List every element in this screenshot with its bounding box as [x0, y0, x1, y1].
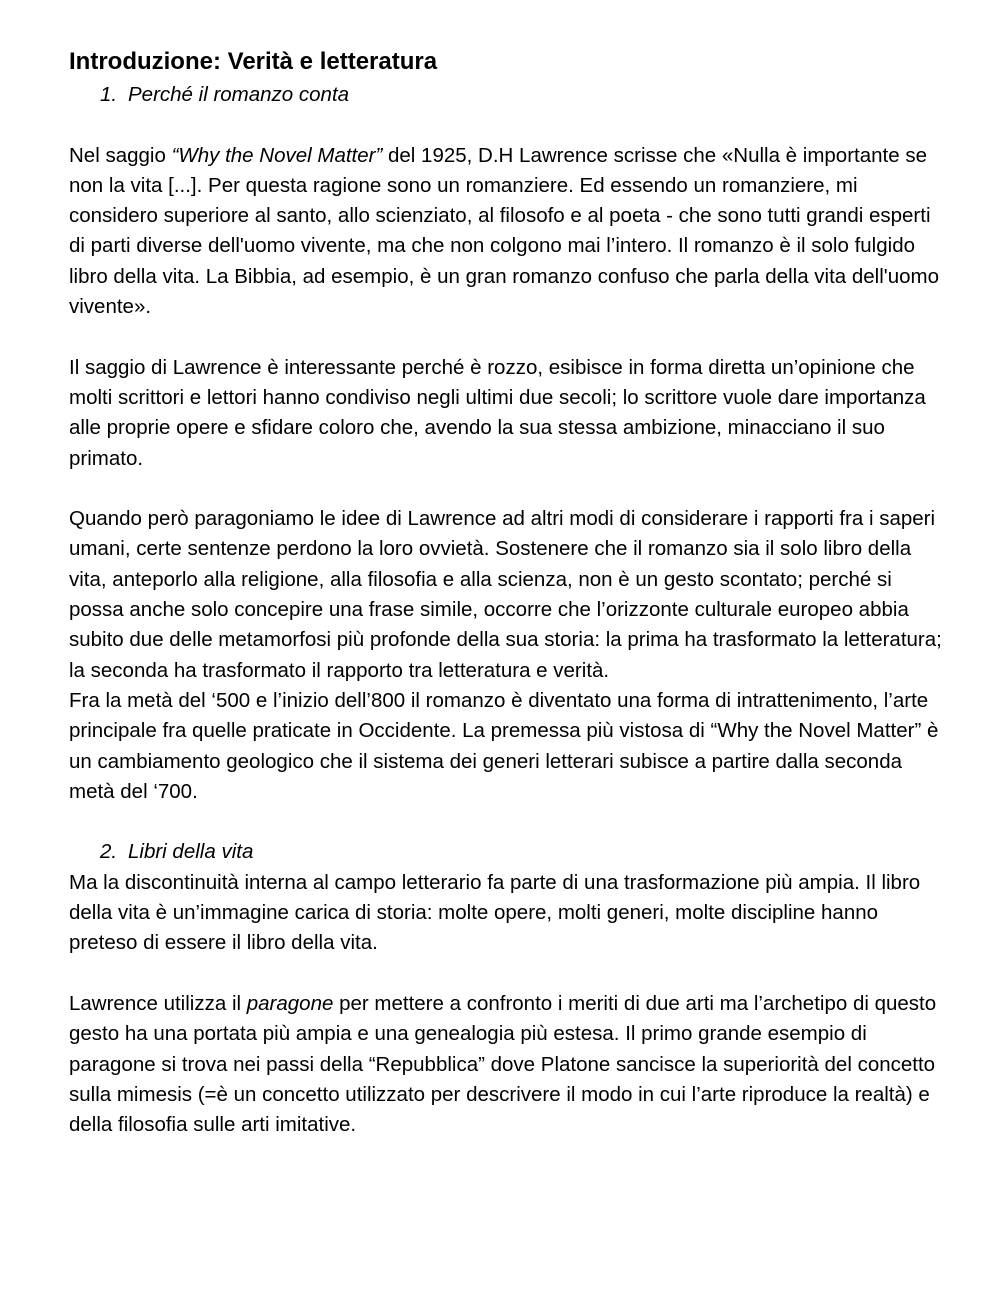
- document-title: Introduzione: Verità e letteratura: [69, 48, 438, 75]
- paragraph-gap: [69, 110, 949, 140]
- essay-title: “Why the Novel Matter”: [171, 143, 383, 167]
- paragraph-novel-history: Fra la metà del ‘500 e l’inizio dell’800 il romanzo è diventato una forma di intrattenimento, l’arte principale fra quelle praticate in Occidente. La premessa più vistosa di “Why the Novel Matter” è un cambiamento geologico che il sistema dei generi letterari subisce a partire dalla seconda metà del ‘700.: [69, 688, 939, 803]
- paragraph-gap: [69, 322, 949, 352]
- paragraph-text: Nel saggio: [69, 143, 172, 167]
- paragone-term: paragone: [246, 991, 334, 1015]
- paragraph-discontinuity: Ma la discontinuità interna al campo letterario fa parte di una trasformazione più ampia. Il libro della vita è un’immagine carica di storia: molte opere, molti generi, molte discipline hanno preteso di essere il libro della vita.: [69, 870, 921, 955]
- paragraph-paragone: [69, 989, 949, 1140]
- document-page: [69, 44, 949, 1140]
- paragraph-text: Lawrence utilizza il: [69, 991, 247, 1015]
- paragraph-text: del 1925, D.H Lawrence scrisse che «Nulla è importante se non la vita [...]. Per questa ragione sono un romanziere. Ed essendo un romanziere, mi considero superiore al santo, allo scienziato, al filosofo e al poeta - che sono tutti grandi esperti di parti diverse dell'uomo vivente, ma che non colgono mai l’intero. Il romanzo è il solo fulgido libro della vita. La Bibbia, ad esempio, è un gran romanzo confuso che parla della vita dell'uomo vivente».: [69, 143, 939, 319]
- section-heading-2: [69, 837, 949, 867]
- section-title: Libri della vita: [128, 840, 254, 864]
- paragraph-gap: [69, 474, 949, 504]
- section-number: 2.: [100, 840, 118, 864]
- paragraph-lawrence-essay: Il saggio di Lawrence è interessante perché è rozzo, esibisce in forma diretta un’opinione che molti scrittori e lettori hanno condiviso negli ultimi due secoli; lo scrittore vuole dare importanza alle proprie opere e sfidare coloro che, avendo la sua stessa ambizione, minacciano il suo primato.: [69, 355, 926, 470]
- paragraph-text: per mettere a confronto i meriti di due arti ma l’archetipo di questo gesto ha una portata più ampia e una genealogia più estesa. Il primo grande esempio di paragone si trova nei passi della “Repubblica” dove Platone sancisce la superiorità del concetto sulla mimesis (=è un concetto utilizzato per descrivere il modo in cui l’arte riproduce la realtà) e della filosofia sulle arti imitative.: [69, 991, 937, 1137]
- paragraph-lawrence-quote: [69, 141, 949, 323]
- paragraph-comparison: Quando però paragoniamo le idee di Lawrence ad altri modi di considerare i rapporti fra i saperi umani, certe sentenze perdono la loro ovvietà. Sostenere che il romanzo sia il solo libro della vita, anteporlo alla religione, alla filosofia e alla scienza, non è un gesto scontato; perché si possa anche solo concepire una frase simile, occorre che l’orizzonte culturale europeo abbia subito due delle metamorfosi più profonde della sua storia: la prima ha trasformato la letteratura; la seconda ha trasformato il rapporto tra letteratura e verità.: [69, 507, 942, 682]
- paragraph-gap: [69, 959, 949, 989]
- section-title: Perché il romanzo conta: [128, 83, 350, 106]
- section-heading-1: [69, 80, 949, 110]
- section-number: 1.: [100, 83, 118, 106]
- paragraph-gap: [69, 807, 949, 837]
